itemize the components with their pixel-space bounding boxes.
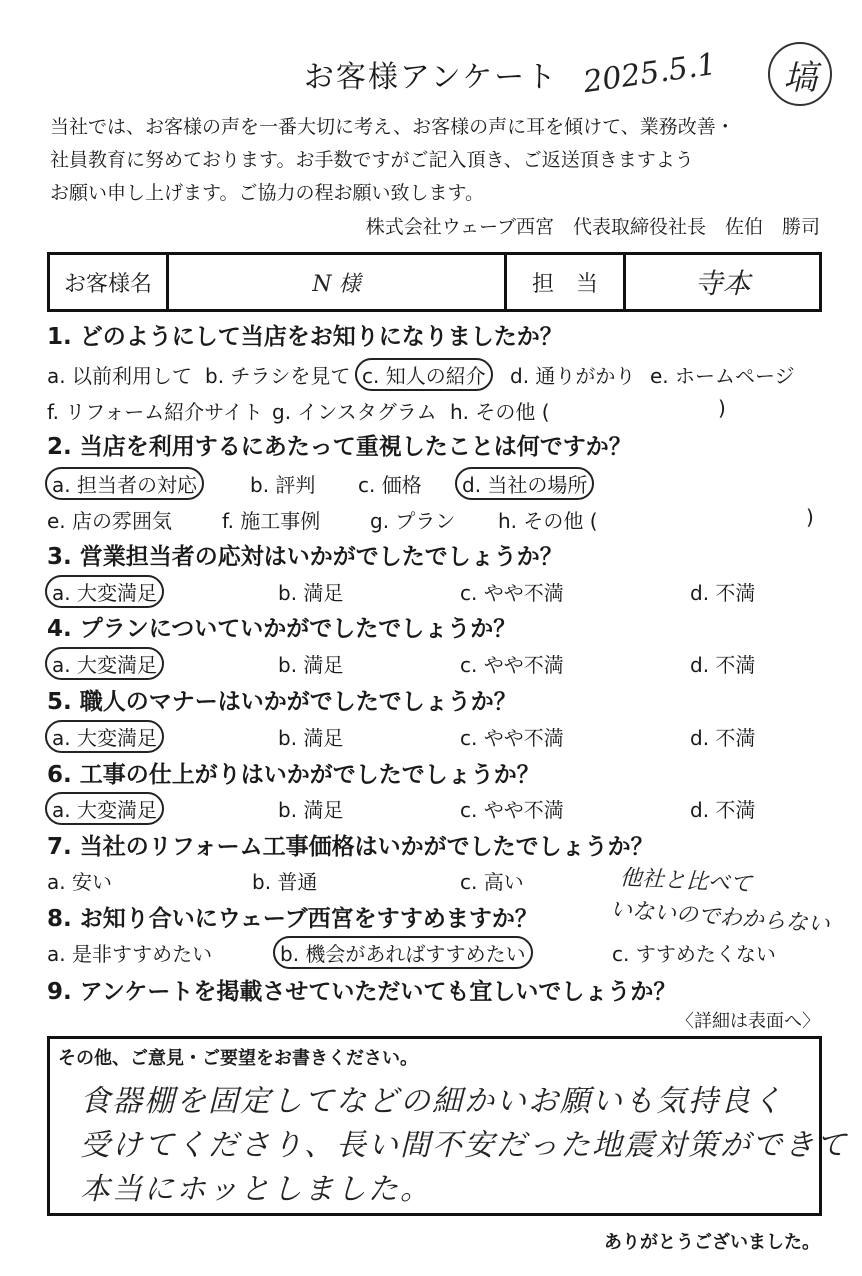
q3-option-d: d. 不満: [690, 581, 756, 605]
q5-option-c: c. やや不満: [460, 726, 564, 750]
intro-line-1: 当社では、お客様の声を一番大切に考え、お客様の声に耳を傾けて、業務改善・: [50, 116, 735, 138]
intro-line-2: 社員教育に努めております。お手数ですがご記入頂き、ご返送頂きますよう: [50, 149, 694, 171]
q3-option-c: c. やや不満: [460, 581, 564, 605]
question-8: 8. お知り合いにウェーブ西宮をすすめますか？: [47, 906, 538, 932]
question-6: 6. 工事の仕上がりはいかがでしたでしょうか？: [47, 762, 540, 788]
q4-option-c: c. やや不満: [460, 653, 564, 677]
q5-option-b: b. 満足: [278, 726, 344, 750]
q1-option-h-close: ): [718, 396, 726, 420]
q4-option-a-circled: a. 大変満足: [45, 647, 164, 680]
intro-line-3: お願い申し上げます。ご協力の程お願い致します。: [50, 182, 484, 204]
seal-stamp: 塙: [768, 42, 832, 106]
q7-handwritten-note-1: 他社と比べて: [619, 865, 753, 898]
q4-option-b: b. 満足: [278, 653, 344, 677]
q1-option-d: d. 通りがかり: [510, 364, 636, 388]
page-title: お客様アンケート: [303, 60, 559, 95]
feedback-label: その他、ご意見・ご要望をお書きください。: [58, 1048, 418, 1069]
q7-option-c: c. 高い: [460, 870, 524, 894]
question-3: 3. 営業担当者の応対はいかがでしたでしょうか？: [47, 544, 563, 570]
q1-option-c-circled: c. 知人の紹介: [355, 358, 493, 391]
q2-option-e: e. 店の雰囲気: [47, 509, 173, 533]
q6-option-d: d. 不満: [690, 798, 756, 822]
handwritten-date: 2025.5.1: [581, 46, 719, 101]
staff-value: 寺本: [625, 254, 821, 311]
question-9: 9. アンケートを掲載させていただいても宜しいでしょうか？: [47, 979, 677, 1005]
q5-option-d: d. 不満: [690, 726, 756, 750]
thanks-text: ありがとうございました。: [604, 1232, 820, 1253]
q3-option-a-circled: a. 大変満足: [45, 575, 164, 608]
q1-option-b: b. チラシを見て: [205, 364, 351, 388]
q1-option-h: h. その他 (: [450, 400, 550, 424]
q1-option-g: g. インスタグラム: [272, 400, 437, 424]
q2-option-a-circled: a. 担当者の対応: [45, 467, 204, 500]
q2-option-g: g. プラン: [370, 509, 456, 533]
q8-option-c: c. すすめたくない: [612, 942, 776, 966]
q6-option-b: b. 満足: [278, 798, 344, 822]
q1-option-e: e. ホームページ: [650, 364, 795, 388]
q1-option-f: f. リフォーム紹介サイト: [47, 400, 263, 424]
q8-option-a: a. 是非すすめたい: [47, 942, 213, 966]
q6-option-a-circled: a. 大変満足: [45, 792, 164, 825]
q2-option-h-close: ): [806, 505, 814, 529]
question-5: 5. 職人のマナーはいかがでしたでしょうか？: [47, 689, 517, 715]
q2-option-c: c. 価格: [358, 473, 422, 497]
customer-info-table: [47, 252, 822, 312]
q7-option-a: a. 安い: [47, 870, 112, 894]
q2-option-h: h. その他 (: [498, 509, 598, 533]
staff-label: 担 当: [506, 254, 625, 311]
q4-option-d: d. 不満: [690, 653, 756, 677]
q6-option-c: c. やや不満: [460, 798, 564, 822]
feedback-line-1: 食器棚を固定してなどの細かいお願いも気持良く: [80, 1084, 784, 1119]
q2-option-b: b. 評判: [250, 473, 316, 497]
q7-handwritten-note-2: いないのでわからない: [609, 897, 831, 938]
q3-option-b: b. 満足: [278, 581, 344, 605]
question-4: 4. プランについていかがでしたでしょうか？: [47, 616, 517, 642]
feedback-line-2: 受けてくださり、長い間不安だった地震対策ができて: [80, 1128, 848, 1163]
q2-option-f: f. 施工事例: [222, 509, 321, 533]
q7-option-b: b. 普通: [252, 870, 318, 894]
feedback-line-3: 本当にホッとしました。: [80, 1172, 432, 1207]
customer-name-value: N 様: [168, 254, 506, 311]
customer-name-label: お客様名: [49, 254, 168, 311]
question-7: 7. 当社のリフォーム工事価格はいかがでしたでしょうか？: [47, 834, 654, 860]
question-1: 1. どのようにして当店をお知りになりましたか？: [47, 324, 563, 350]
detail-note: 〈詳細は表面へ〉: [676, 1011, 820, 1032]
q8-option-b-circled: b. 機会があればすすめたい: [273, 936, 533, 969]
q1-option-a: a. 以前利用して: [47, 364, 192, 388]
question-2: 2. 当店を利用するにあたって重視したことは何ですか？: [47, 434, 632, 460]
company-signature: 株式会社ウェーブ西宮 代表取締役社長 佐伯 勝司: [365, 216, 820, 238]
q5-option-a-circled: a. 大変満足: [45, 720, 164, 753]
q2-option-d-circled: d. 当社の場所: [455, 467, 594, 500]
